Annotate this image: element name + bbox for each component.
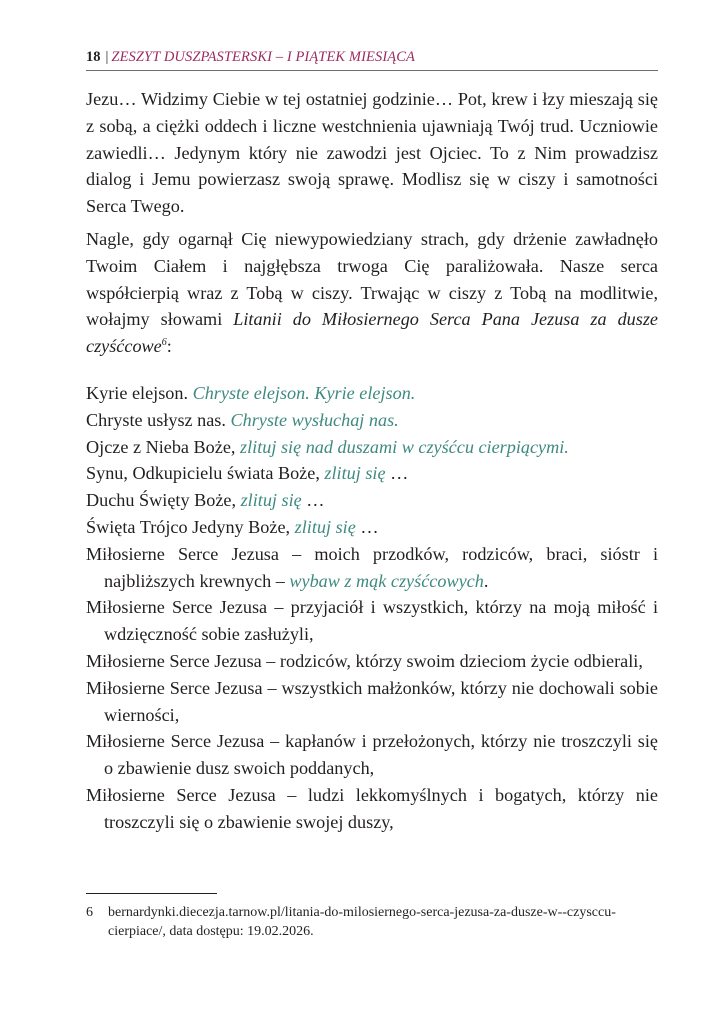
litany-title: Litanii do Miłosiernego Serca Pana Jezusa za dusze czyśćcowe <box>86 309 659 357</box>
invocation: Święta Trójco Jedyny Boże, <box>86 516 295 537</box>
invocation: Miłosierne Serce Jezusa – przyjaciół i wszystkich, którzy na moją miłość i wdzięczność sobie zasłużyli, <box>86 597 658 645</box>
running-title: ZESZYT DUSZPASTERSKI – I PIĄTEK MIESIĄCA <box>111 49 415 65</box>
invocation: Miłosierne Serce Jezusa – rodziców, którzy swoim dzieciom życie odbierali, <box>86 650 643 671</box>
litany-line <box>86 380 658 407</box>
running-header <box>86 46 658 71</box>
invocation: Duchu Święty Boże, <box>86 490 241 511</box>
litany-item <box>86 728 658 782</box>
header-separator: | <box>105 49 109 65</box>
body-text <box>86 86 658 836</box>
response: zlituj się <box>240 490 302 511</box>
page-number: 18 <box>86 49 101 65</box>
litany-item <box>86 648 658 675</box>
litany-line <box>86 434 658 461</box>
paragraph-1: Jezu… Widzimy Ciebie w tej ostatniej godzinie… Pot, krew i łzy mieszają się z sobą, a ciężki oddech i liczne westchnienia ujawniają Twój trud. Uczniowie zawiedli… Jedynym który nie zawodzi jest Ojciec. To z Nim prowadzisz dialog i Jemu powierzasz swoją sprawę. Modlisz się w ciszy i samotności Serca Twego. <box>86 89 658 217</box>
footnote-text: bernardynki.diecezja.tarnow.pl/litania-do-milosiernego-serca-jezusa-za-dusze-w--czysccu-cierpiace/, data dostępu: 19.02.2026. <box>108 905 616 939</box>
litany-item <box>86 541 658 595</box>
response: zlituj się nad duszami w czyśćcu cierpiącymi. <box>240 436 569 457</box>
invocation: Miłosierne Serce Jezusa – ludzi lekkomyślnych i bogatych, którzy nie troszczyli się o zbawienie swojej duszy, <box>86 784 658 832</box>
footnote <box>86 903 646 941</box>
invocation: Miłosierne Serce Jezusa – wszystkich małżonków, którzy nie dochowali sobie wierności, <box>86 677 658 725</box>
paragraph-2-text: Nagle, gdy ogarnął Cię niewypowiedziany strach, gdy drżenie zawładnęło Twoim Ciałem i najgłębsza trwoga Cię paraliżowała. Nasze serca współcierpią wraz z Tobą w ciszy. Trwając w ciszy z Tobą na modlitwie, wołajmy słowami <box>86 228 658 330</box>
paragraph-2 <box>86 226 658 360</box>
litany-item <box>86 782 658 836</box>
line-tail: … <box>355 516 379 537</box>
line-tail: … <box>301 490 325 511</box>
invocation: Miłosierne Serce Jezusa – moich przodków, rodziców, braci, sióstr i najbliższych krewnych – <box>86 543 658 591</box>
litany <box>86 380 658 836</box>
response: Chryste elejson. Kyrie elejson. <box>192 382 416 403</box>
footnote-divider <box>86 893 217 894</box>
response: zlituj się <box>294 516 356 537</box>
line-tail: . <box>483 570 489 591</box>
invocation: Chryste usłysz nas. <box>86 409 231 430</box>
footnote-reference: 6 <box>161 337 167 349</box>
footnote-number: 6 <box>86 905 93 920</box>
litany-line <box>86 407 658 434</box>
response: wybaw z mąk czyśćcowych <box>289 570 484 591</box>
invocation: Kyrie elejson. <box>86 382 193 403</box>
paragraph-2-end: : <box>166 336 172 357</box>
response: Chryste wysłuchaj nas. <box>230 409 399 430</box>
invocation: Miłosierne Serce Jezusa – kapłanów i przełożonych, którzy nie troszczyli się o zbawienie dusz swoich poddanych, <box>86 731 658 779</box>
litany-item <box>86 594 658 648</box>
litany-line <box>86 460 658 487</box>
litany-line <box>86 487 658 514</box>
invocation: Ojcze z Nieba Boże, <box>86 436 241 457</box>
invocation: Synu, Odkupicielu świata Boże, <box>86 463 325 484</box>
litany-item <box>86 675 658 729</box>
response: zlituj się <box>324 463 386 484</box>
litany-line <box>86 514 658 541</box>
line-tail: … <box>385 463 409 484</box>
